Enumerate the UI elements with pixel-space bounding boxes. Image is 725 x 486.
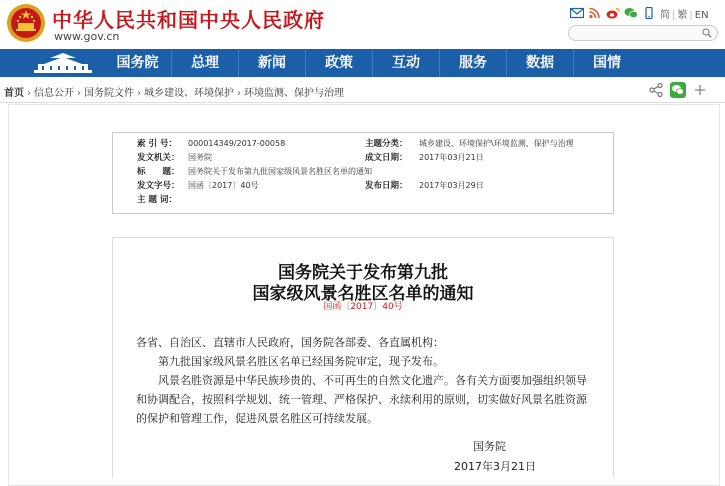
published-date-value: 2017年03月29日: [419, 181, 484, 190]
language-switch: 简 | 繁 | EN: [660, 9, 709, 21]
breadcrumb-info-disclosure[interactable]: 信息公开: [34, 88, 74, 99]
paragraph-1: 第九批国家级风景名胜区名单已经国务院审定，现予发布。: [158, 355, 444, 368]
created-date-value: 2017年03月21日: [419, 153, 484, 162]
document-body: [112, 237, 614, 478]
paragraph-2: 风景名胜资源是中华民族珍贵的、不可再生的自然文化遗产。各有关方面要加强组织领导和协调配合，按照科学规划、统一管理、严格保护、永续利用的原则，切实做好风景名胜资源的保护和管理工作，促进风景名胜区可持续发展。: [136, 374, 587, 425]
lang-traditional-link[interactable]: 繁: [677, 9, 688, 21]
nav-items: [104, 49, 640, 77]
issuer-value: 国务院: [188, 153, 212, 162]
keywords-label: 主 题 词：: [137, 195, 177, 205]
document-number: 国函〔2017〕40号: [323, 302, 403, 312]
nav-item-premier[interactable]: 总理: [171, 49, 238, 77]
breadcrumb-home[interactable]: 首页: [4, 88, 24, 99]
search-icon[interactable]: [702, 28, 712, 38]
created-date-label: 成文日期：: [365, 153, 408, 163]
doc-number-label: 发文字号：: [137, 181, 180, 191]
site-url[interactable]: www.gov.cn: [54, 30, 120, 43]
mail-icon[interactable]: [570, 7, 584, 19]
signature-date: 2017年3月21日: [454, 460, 536, 473]
share-tools: [648, 82, 708, 98]
lang-simplified-link[interactable]: 简: [660, 9, 670, 21]
category-value: 城乡建设、环境保护\环境监测、保护与治理: [419, 139, 574, 148]
site-header: [0, 0, 725, 48]
breadcrumb-env-monitoring[interactable]: 环境监测、保护与治理: [244, 88, 344, 99]
title-value: 国务院关于发布第九批国家级风景名胜区名单的通知: [188, 167, 372, 176]
published-date-label: 发布日期：: [365, 181, 408, 191]
document-info-table: [112, 132, 614, 214]
breadcrumb-urban-rural[interactable]: 城乡建设、环境保护: [144, 88, 234, 99]
site-title[interactable]: 中华人民共和国中央人民政府: [52, 8, 325, 32]
index-value: 000014349/2017-00058: [188, 139, 286, 148]
nav-item-policy[interactable]: 政策: [305, 49, 372, 77]
top-toolbar: [570, 6, 709, 20]
nav-item-services[interactable]: 服务: [439, 49, 506, 77]
document-text: [136, 333, 591, 428]
signature: 国务院: [473, 440, 506, 453]
weibo-icon[interactable]: [606, 7, 620, 19]
salutation: 各省、自治区、直辖市人民政府，国务院各部委、各直属机构：: [136, 336, 444, 349]
main-nav: [0, 49, 725, 77]
category-label: 主题分类：: [365, 139, 408, 149]
nav-item-interaction[interactable]: 互动: [372, 49, 439, 77]
nav-item-national-info[interactable]: 国情: [573, 49, 640, 77]
breadcrumb-bar: [0, 80, 725, 103]
title-label: 标 题：: [137, 167, 180, 177]
add-icon[interactable]: [692, 82, 708, 98]
nav-item-data[interactable]: 数据: [506, 49, 573, 77]
rss-icon[interactable]: [588, 7, 602, 19]
search-input[interactable]: [575, 32, 699, 44]
search-box: [568, 25, 718, 41]
document-title-line-2: 国家级风景名胜区名单的通知: [252, 284, 474, 304]
document-title-line-1: 国务院关于发布第九批: [278, 263, 448, 283]
national-emblem-icon[interactable]: [6, 3, 46, 43]
wechat-icon[interactable]: [624, 7, 638, 19]
wechat-share-icon[interactable]: [670, 82, 686, 98]
share-icon[interactable]: [648, 82, 664, 98]
issuer-label: 发文机关：: [137, 153, 180, 163]
breadcrumb-state-council-docs[interactable]: 国务院文件: [84, 88, 134, 99]
tiananmen-logo-icon[interactable]: [30, 52, 96, 74]
mobile-icon[interactable]: [642, 7, 656, 19]
index-label: 索 引 号：: [137, 139, 177, 149]
nav-item-state-council[interactable]: 国务院: [116, 55, 159, 71]
lang-english-link[interactable]: EN: [694, 9, 709, 21]
doc-number-value: 国函〔2017〕40号: [188, 181, 259, 190]
nav-item-news[interactable]: 新闻: [238, 49, 305, 77]
breadcrumb: 首页 › 信息公开 › 国务院文件 › 城乡建设、环境保护 › 环境监测、保护与治理: [4, 88, 344, 99]
